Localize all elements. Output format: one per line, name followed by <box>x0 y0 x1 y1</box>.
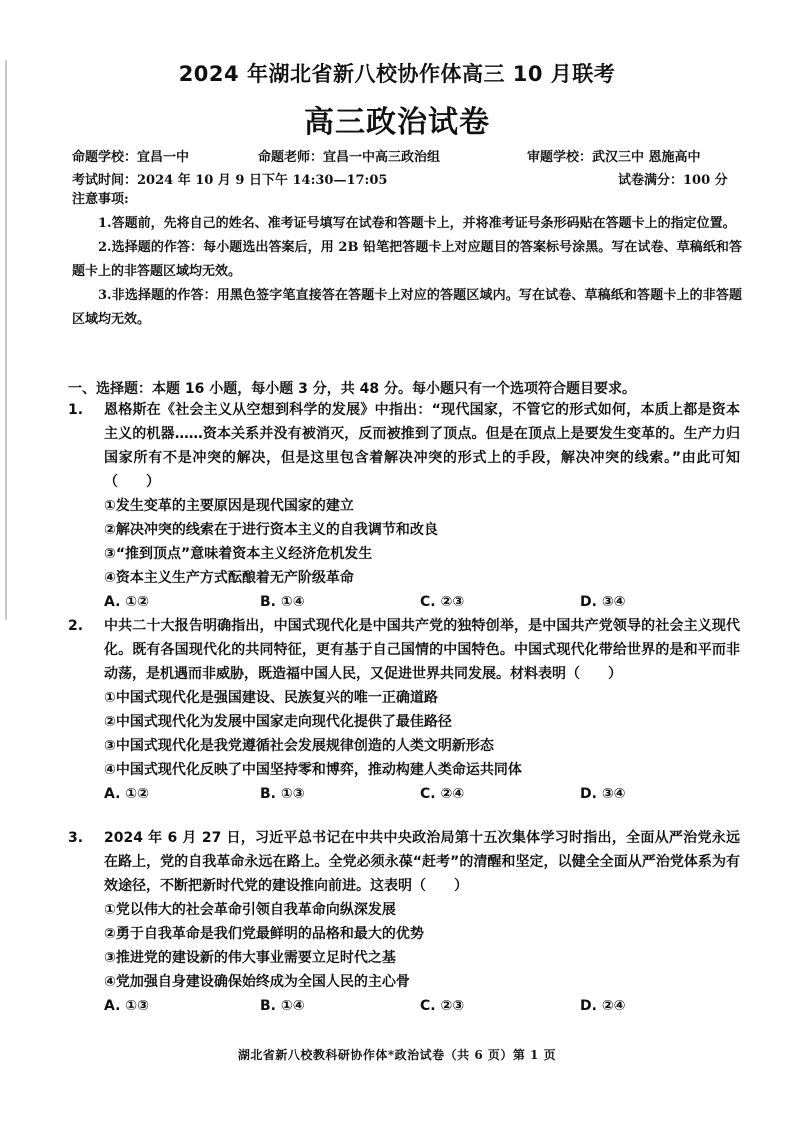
info-score: 试卷满分：100 分 <box>618 173 728 188</box>
info-school: 命题学校：宜昌一中 <box>72 150 190 165</box>
notice-heading: 注意事项: <box>72 192 129 207</box>
question-3 <box>68 826 740 1018</box>
notice-item: 2.选择题的作答：每小题选出答案后，用 2B 铅笔把答题卡上对应题目的答案标号涂黑。写在试卷、草稿纸和答题卡上的非答题区域均无效。 <box>72 240 742 279</box>
question-1 <box>68 398 740 614</box>
choice-a: A. ①③ <box>104 998 149 1014</box>
notice-block <box>72 188 742 332</box>
question-number: 1. <box>68 402 84 418</box>
question-stem: 恩格斯在《社会主义从空想到科学的发展》中指出：“现代国家，不管它的形式如何，本质上都是资本主义的机器……资本关系并没有被消灭，反而被推到了顶点。但是在顶点上是要发生变革的。生产力归国家所有不是冲突的解决，但是这里包含着解决冲突的形式上的手段，解决冲突的线索。”由此可知（ ） <box>104 402 740 490</box>
statement-option: ①中国式现代化是强国建设、民族复兴的唯一正确道路 <box>104 690 438 706</box>
question-2 <box>68 614 740 806</box>
choice-d: D. ③④ <box>580 594 626 610</box>
statement-option: ③推进党的建设新的伟大事业需要立足时代之基 <box>104 950 396 966</box>
statement-option: ④中国式现代化反映了中国坚持零和博弈，推动构建人类命运共同体 <box>104 762 522 778</box>
choice-c: C. ②③ <box>420 998 465 1014</box>
statement-option: ④党加强自身建设确保始终成为全国人民的主心骨 <box>104 974 410 990</box>
question-stem: 2024 年 6 月 27 日，习近平总书记在中共中央政治局第十五次集体学习时指出，全面从严治党永远在路上，党的自我革命永远在路上。全党必须永葆“赶考”的清醒和坚定，以健全全面从严治党体系为有效途径，不断把新时代党的建设推向前进。这表明（ ） <box>104 830 740 894</box>
question-number: 3. <box>68 830 84 846</box>
choice-d: D. ②④ <box>580 998 626 1014</box>
section-title: 一、选择题：本题 16 小题，每小题 3 分，共 48 分。每小题只有一个选项符合题目要求。 <box>68 381 636 397</box>
statement-option: ③“推到顶点”意味着资本主义经济危机发生 <box>104 546 373 562</box>
statement-option: ②解决冲突的线索在于进行资本主义的自我调节和改良 <box>104 522 438 538</box>
info-reviewer: 审题学校：武汉三中 恩施高中 <box>527 150 701 165</box>
statement-option: ②勇于自我革命是我们党最鲜明的品格和最大的优势 <box>104 926 424 942</box>
choice-b: B. ①③ <box>260 786 305 802</box>
statement-option: ④资本主义生产方式酝酿着无产阶级革命 <box>104 570 354 586</box>
answer-choices <box>104 590 740 614</box>
notice-item: 1.答题前，先将自己的姓名、准考证号填写在试卷和答题卡上，并将准考证号条形码贴在答题卡上的指定位置。 <box>98 216 736 231</box>
question-stem: 中共二十大报告明确指出，中国式现代化是中国共产党的独特创举，是中国共产党领导的社会主义现代化。既有各国现代化的共同特征，更有基于自己国情的中国特色。中国式现代化带给世界的是和平而非动荡，是机遇而非威胁，既造福中国人民，又促进世界共同发展。材料表明（ ） <box>104 618 740 682</box>
choice-b: B. ①④ <box>260 998 305 1014</box>
info-time: 考试时间：2024 年 10 月 9 日下午 14:30—17:05 <box>72 173 388 188</box>
binding-margin-line <box>5 60 7 620</box>
statement-option: ①发生变革的主要原因是现代国家的建立 <box>104 498 354 514</box>
info-teacher: 命题老师：宜昌一中高三政治组 <box>258 150 441 165</box>
statement-option: ①党以伟大的社会革命引领自我革命向纵深发展 <box>104 902 396 918</box>
choice-a: A. ①② <box>104 594 149 610</box>
choice-a: A. ①② <box>104 786 149 802</box>
choice-c: C. ②④ <box>420 786 465 802</box>
question-number: 2. <box>68 618 84 634</box>
choice-d: D. ③④ <box>580 786 626 802</box>
statement-option: ②中国式现代化为发展中国家走向现代化提供了最佳路径 <box>104 714 452 730</box>
notice-item: 3.非选择题的作答：用黑色签字笔直接答在答题卡上对应的答题区域内。写在试卷、草稿纸和答题卡上的非答题区域均无效。 <box>72 288 742 327</box>
answer-choices <box>104 782 740 806</box>
exam-title: 2024 年湖北省新八校协作体高三 10 月联考 <box>178 62 616 86</box>
exam-subtitle: 高三政治试卷 <box>304 105 490 140</box>
answer-choices <box>104 994 740 1018</box>
choice-b: B. ①④ <box>260 594 305 610</box>
page-footer: 湖北省新八校教科研协作体*政治试卷（共 6 页）第 1 页 <box>237 1048 557 1062</box>
statement-option: ③中国式现代化是我党遵循社会发展规律创造的人类文明新形态 <box>104 738 494 754</box>
choice-c: C. ②③ <box>420 594 465 610</box>
